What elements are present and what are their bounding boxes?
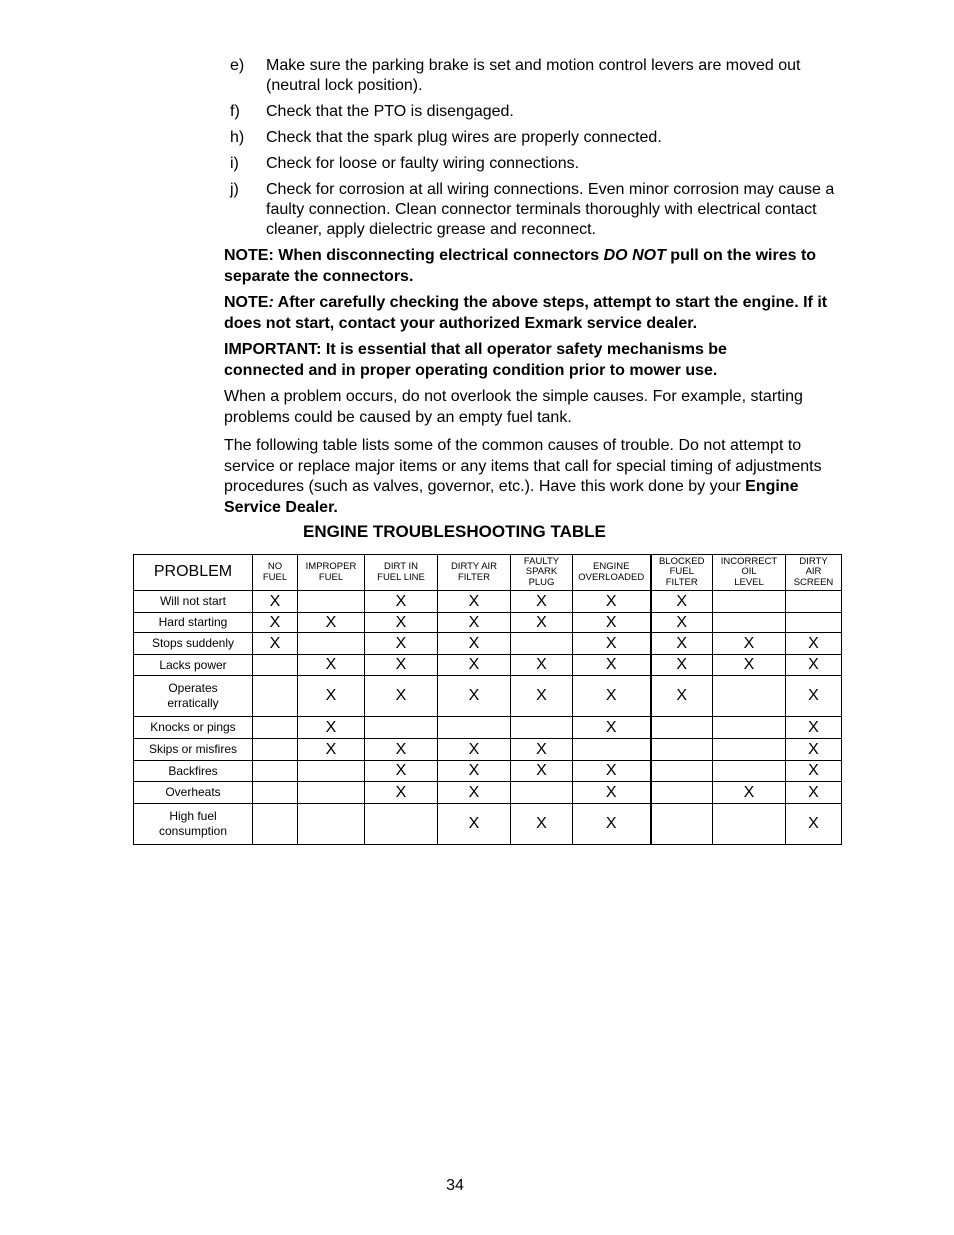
cause-cell: X (573, 613, 651, 633)
cause-cell (713, 761, 786, 782)
cause-cell: X (786, 655, 842, 676)
cause-cell: X (438, 655, 511, 676)
column-header-line: FUEL (318, 571, 344, 583)
cause-cell (253, 717, 298, 739)
cause-cell: X (511, 676, 573, 717)
cause-cell (713, 613, 786, 633)
problem-cell (134, 739, 253, 761)
column-header (438, 555, 511, 591)
problem-cell (134, 591, 253, 613)
table-row (134, 717, 842, 739)
column-header-line: DIRTY AIR (450, 561, 498, 572)
note-start-emphasis: : (268, 294, 274, 311)
cause-cell: X (511, 613, 573, 633)
note-start-b: After carefully checking the above steps, attempt to start the engine. If it does not start, contact your authorized Exmark service dealer. (224, 294, 828, 332)
cause-cell (713, 717, 786, 739)
column-header-line: DIRTY (799, 555, 828, 567)
cause-cell: X (438, 591, 511, 613)
note-start-a: NOTE (224, 294, 269, 311)
cause-cell (253, 655, 298, 676)
cause-cell: X (573, 655, 651, 676)
list-item (230, 102, 850, 122)
cause-cell (253, 739, 298, 761)
cause-cell: X (573, 717, 651, 739)
step-text: Check for loose or faulty wiring connections. (266, 155, 580, 172)
cause-cell: X (253, 591, 298, 613)
table-row (134, 655, 842, 676)
step-marker: j) (230, 181, 239, 198)
problem-header: PROBLEM (134, 555, 253, 591)
cause-cell (713, 739, 786, 761)
cause-cell: X (786, 633, 842, 655)
paragraph-simple-causes: When a problem occurs, do not overlook the simple causes. For example, starting problems could be caused by an empty fuel tank. (224, 388, 803, 426)
step-text: Check that the PTO is disengaged. (266, 103, 514, 120)
column-header-line: INCORRECT (720, 555, 778, 567)
problem-cell (134, 717, 253, 739)
cause-cell (786, 591, 842, 613)
cause-cell (438, 717, 511, 739)
column-header-line: FUEL LINE (377, 571, 425, 583)
cause-cell: X (651, 676, 713, 717)
cause-cell (651, 739, 713, 761)
cause-cell (573, 739, 651, 761)
problem-cell (134, 633, 253, 655)
cause-cell: X (438, 761, 511, 782)
cause-cell (298, 591, 365, 613)
cause-cell: X (365, 739, 438, 761)
column-header (713, 555, 786, 591)
cause-cell (511, 633, 573, 655)
column-header-line: IMPROPER (305, 561, 357, 572)
cause-cell: X (511, 739, 573, 761)
cause-cell: X (298, 613, 365, 633)
cause-cell: X (651, 655, 713, 676)
cause-cell: X (786, 782, 842, 804)
cause-cell (298, 804, 365, 845)
note-start (224, 293, 864, 334)
problem-label: Hard starting (158, 615, 228, 629)
problem-cell (134, 655, 253, 676)
problem-cell (134, 761, 253, 782)
step-marker: i) (230, 155, 239, 172)
important-note: IMPORTANT: It is essential that all operator safety mechanisms be connected and in proper operating condition prior to mower use. (224, 341, 727, 379)
table-row (134, 613, 842, 633)
column-header-line: OVERLOADED (578, 571, 645, 583)
column-header (298, 555, 365, 591)
problem-label: Lacks power (159, 657, 227, 672)
step-text: Make sure the parking brake is set and motion control levers are moved out (neutral lock position). (266, 57, 801, 94)
problem-label: Operates (168, 681, 218, 695)
paragraph-table-intro (224, 436, 842, 518)
cause-cell: X (786, 804, 842, 845)
cause-cell: X (438, 739, 511, 761)
column-header-line: LEVEL (734, 576, 764, 588)
problem-label: High fuel (169, 809, 217, 823)
problem-cell (134, 782, 253, 804)
problem-label: Will not start (159, 594, 226, 608)
problem-cell (134, 804, 253, 845)
list-item (230, 128, 850, 148)
cause-cell: X (511, 591, 573, 613)
cause-cell: X (511, 761, 573, 782)
cause-cell: X (365, 613, 438, 633)
column-header-line: AIR (805, 566, 822, 578)
cause-cell: X (365, 591, 438, 613)
cause-cell (298, 761, 365, 782)
cause-cell: X (786, 739, 842, 761)
cause-cell: X (253, 633, 298, 655)
cause-cell: X (365, 761, 438, 782)
problem-label: Backfires (168, 763, 218, 778)
column-header-line: NO (267, 561, 283, 572)
cause-cell: X (573, 782, 651, 804)
page-number: 34 (446, 1177, 464, 1194)
cause-cell (786, 613, 842, 633)
cause-cell: X (651, 613, 713, 633)
cause-cell: X (786, 761, 842, 782)
note-connectors (224, 246, 844, 287)
cause-cell: X (365, 782, 438, 804)
step-marker: e) (230, 57, 245, 74)
cause-cell (651, 804, 713, 845)
problem-label: Skips or misfires (148, 742, 237, 756)
column-header (511, 555, 573, 591)
step-text: Check for corrosion at all wiring connections. Even minor corrosion may cause a faulty connection. Clean connector terminals thoroughly with electrical contact cleaner, apply dielectric grease and reconnect. (266, 181, 835, 238)
table-row (134, 676, 842, 717)
cause-cell: X (573, 804, 651, 845)
cause-cell: X (573, 591, 651, 613)
table-row (134, 591, 842, 613)
problem-cell (134, 613, 253, 633)
cause-cell: X (438, 633, 511, 655)
cause-cell: X (298, 739, 365, 761)
cause-cell (298, 782, 365, 804)
cause-cell: X (786, 717, 842, 739)
column-header-line: FUEL (262, 571, 288, 583)
cause-cell: X (438, 804, 511, 845)
problem-label: Knocks or pings (150, 720, 236, 734)
column-header (651, 555, 713, 591)
problem-cell (134, 676, 253, 717)
column-header-line: OIL (741, 566, 757, 578)
problem-label: erratically (167, 696, 219, 710)
note-connectors-b: pull on the wires to separate the connectors. (224, 247, 817, 285)
column-header (253, 555, 298, 591)
cause-cell: X (511, 804, 573, 845)
column-header-line: FILTER (457, 571, 491, 583)
table-row (134, 739, 842, 761)
column-header-line: BLOCKED (659, 555, 705, 567)
steps-list (230, 56, 850, 246)
cause-cell: X (298, 655, 365, 676)
cause-cell (253, 804, 298, 845)
column-header-line: DIRT IN (384, 561, 418, 572)
cause-cell: X (438, 782, 511, 804)
note-connectors-emphasis: DO NOT (603, 247, 666, 264)
column-header (786, 555, 842, 591)
cause-cell: X (365, 676, 438, 717)
list-item (230, 56, 850, 96)
cause-cell: X (253, 613, 298, 633)
cause-cell: X (573, 633, 651, 655)
table-row (134, 633, 842, 655)
cause-cell: X (651, 633, 713, 655)
cause-cell (511, 717, 573, 739)
column-header-line: PLUG (528, 576, 555, 588)
troubleshooting-table (133, 554, 842, 845)
cause-cell (253, 676, 298, 717)
cause-cell (511, 782, 573, 804)
problem-label: Overheats (165, 785, 221, 799)
table-row (134, 804, 842, 845)
table-row (134, 761, 842, 782)
column-header-line: ENGINE (593, 561, 630, 572)
cause-cell (713, 676, 786, 717)
column-header-line: SCREEN (793, 576, 834, 588)
cause-cell: X (651, 591, 713, 613)
cause-cell (365, 804, 438, 845)
list-item (230, 180, 850, 240)
cause-cell: X (573, 676, 651, 717)
step-marker: f) (230, 103, 240, 120)
cause-cell (713, 804, 786, 845)
column-header-line: FILTER (665, 576, 698, 588)
cause-cell: X (573, 761, 651, 782)
column-header-line: FAULTY (523, 555, 560, 567)
cause-cell (253, 782, 298, 804)
note-connectors-a: NOTE: When disconnecting electrical connectors (224, 247, 604, 264)
cause-cell: X (438, 613, 511, 633)
step-marker: h) (230, 129, 245, 146)
column-header (573, 555, 651, 591)
engine-service-dealer: Engine Service Dealer. (224, 478, 799, 516)
list-item (230, 154, 850, 174)
cause-cell: X (786, 676, 842, 717)
cause-cell: X (713, 633, 786, 655)
problem-label: Stops suddenly (151, 636, 235, 650)
cause-cell: X (438, 676, 511, 717)
problem-label: consumption (158, 824, 228, 838)
cause-cell (651, 717, 713, 739)
table-row (134, 782, 842, 804)
table-intro-text: The following table lists some of the common causes of trouble. Do not attempt to service or replace major items or any items that call for special timing of adjustments procedures (such as valves, governor, etc.). Have this work done by your (224, 437, 822, 495)
column-header (365, 555, 438, 591)
column-header-line: SPARK (525, 566, 558, 578)
cause-cell (298, 633, 365, 655)
table-title: ENGINE TROUBLESHOOTING TABLE (303, 522, 606, 541)
cause-cell: X (298, 676, 365, 717)
step-text: Check that the spark plug wires are properly connected. (266, 129, 662, 146)
cause-cell: X (365, 633, 438, 655)
cause-cell (651, 782, 713, 804)
cause-cell: X (713, 782, 786, 804)
table-header-row (134, 555, 842, 591)
cause-cell: X (511, 655, 573, 676)
cause-cell (253, 761, 298, 782)
cause-cell (651, 761, 713, 782)
cause-cell: X (365, 655, 438, 676)
cause-cell: X (713, 655, 786, 676)
column-header-line: FUEL (669, 566, 694, 578)
cause-cell: X (298, 717, 365, 739)
cause-cell (713, 591, 786, 613)
cause-cell (365, 717, 438, 739)
